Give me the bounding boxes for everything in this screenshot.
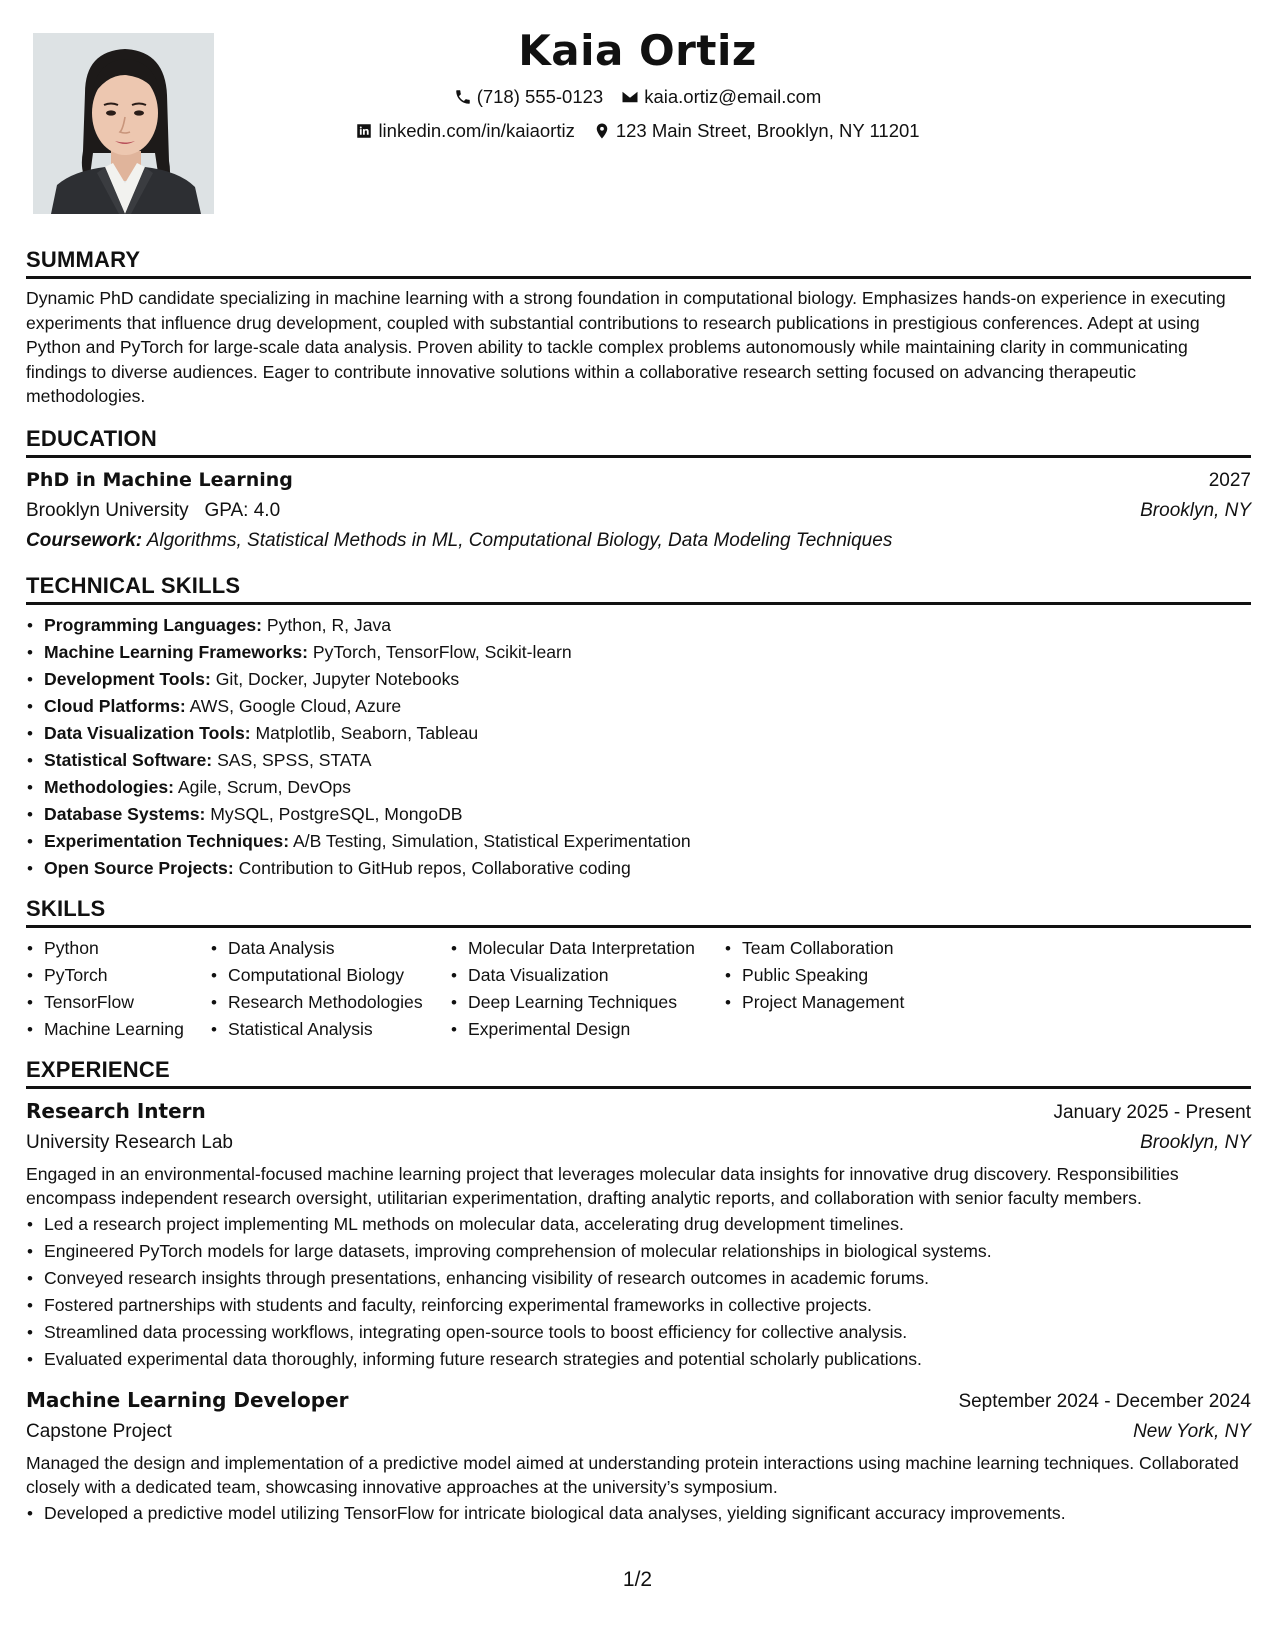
job-organization: University Research Lab — [26, 1131, 233, 1153]
linkedin-text[interactable]: linkedin.com/in/kaiaortiz — [378, 119, 575, 141]
skills-column-list — [26, 935, 210, 1043]
job-description: Managed the design and implementation of a predictive model aimed at understanding protein interactions using machine learning techniques. Collaborated closely with a dedicated team, showcasing innovative approaches at the university’s symposium. — [26, 1452, 1239, 1497]
linkedin-contact[interactable] — [355, 119, 574, 143]
skills-column-list — [450, 935, 724, 1043]
skills-grid — [26, 935, 1251, 1043]
job-title: Machine Learning Developer — [26, 1387, 349, 1412]
technical-skill-item — [26, 666, 1251, 693]
map-pin-icon — [593, 122, 611, 140]
technical-skill-item — [26, 720, 1251, 747]
degree-year: 2027 — [1208, 469, 1251, 491]
technical-skill-value: A/B Testing, Simulation, Statistical Experimentation — [292, 830, 691, 851]
technical-skill-label: Methodologies: — [44, 776, 174, 797]
job-org-row — [26, 1417, 1251, 1447]
skill-item: • TensorFlow — [26, 989, 210, 1016]
section-title-summary: SUMMARY — [26, 247, 141, 272]
experience-entry — [26, 1385, 1251, 1527]
skill-item: • Machine Learning — [26, 1016, 210, 1043]
address-text: 123 Main Street, Brooklyn, NY 11201 — [615, 119, 920, 141]
technical-skill-label: Statistical Software: — [44, 749, 213, 770]
section-divider — [26, 455, 1251, 458]
technical-skill-item — [26, 801, 1251, 828]
email-contact[interactable] — [621, 85, 821, 109]
technical-skills-section — [26, 571, 1251, 882]
technical-skills-list — [26, 612, 1251, 882]
technical-skill-item — [26, 612, 1251, 639]
contact-row-2 — [0, 115, 1275, 146]
skill-item: • Computational Biology — [210, 962, 450, 989]
linkedin-icon — [355, 122, 373, 140]
technical-skill-label: Development Tools: — [44, 668, 211, 689]
section-title-technical-skills: TECHNICAL SKILLS — [26, 572, 241, 598]
experience-list — [26, 1096, 1251, 1527]
page-number: 1/2 — [622, 1568, 653, 1591]
phone-text: (718) 555-0123 — [476, 85, 604, 107]
school-location: Brooklyn, NY — [1140, 499, 1251, 521]
skill-item: • PyTorch — [26, 962, 210, 989]
skill-item: • Data Analysis — [210, 935, 450, 962]
gpa-text: GPA: 4.0 — [204, 499, 281, 521]
job-organization: Capstone Project — [26, 1420, 172, 1442]
technical-skill-label: Database Systems: — [44, 803, 206, 824]
technical-skill-item — [26, 828, 1251, 855]
job-header-row — [26, 1096, 1251, 1128]
job-bullet: • Conveyed research insights through presentations, enhancing visibility of research outcomes in academic forums. — [26, 1265, 1251, 1292]
technical-skill-value: Python, R, Java — [266, 614, 392, 635]
technical-skill-label: Machine Learning Frameworks: — [44, 641, 308, 662]
technical-skill-label: Data Visualization Tools: — [44, 722, 251, 743]
education-school-row — [26, 496, 1251, 526]
education-section — [26, 424, 1251, 556]
experience-entry — [26, 1096, 1251, 1373]
skill-item: • Team Collaboration — [724, 935, 954, 962]
job-bullet: • Led a research project implementing ML methods on molecular data, accelerating drug development timelines. — [26, 1211, 1251, 1238]
contact-row-1 — [0, 81, 1275, 112]
phone-icon — [454, 88, 472, 106]
experience-section — [26, 1055, 1251, 1527]
skills-section — [26, 894, 1251, 1043]
section-divider — [26, 602, 1251, 605]
skill-item: • Project Management — [724, 989, 954, 1016]
skill-item: • Python — [26, 935, 210, 962]
phone-contact — [454, 85, 604, 109]
address-contact — [593, 119, 920, 143]
technical-skill-item — [26, 639, 1251, 666]
job-bullet: • Engineered PyTorch models for large datasets, improving comprehension of molecular relationships in biological systems. — [26, 1238, 1251, 1265]
technical-skill-label: Cloud Platforms: — [44, 695, 186, 716]
skills-column — [724, 935, 954, 1043]
skill-item: • Data Visualization — [450, 962, 724, 989]
skill-item: • Molecular Data Interpretation — [450, 935, 724, 962]
summary-section — [26, 245, 1251, 409]
technical-skill-value: Matplotlib, Seaborn, Tableau — [255, 722, 479, 743]
skills-column-list — [210, 935, 450, 1043]
technical-skill-item — [26, 693, 1251, 720]
email-text[interactable]: kaia.ortiz@email.com — [644, 85, 822, 107]
envelope-icon — [621, 88, 639, 106]
section-title-skills: SKILLS — [26, 895, 106, 921]
section-divider — [26, 925, 1251, 928]
section-title-education: EDUCATION — [26, 425, 157, 451]
skill-item: • Statistical Analysis — [210, 1016, 450, 1043]
job-dates: January 2025 - Present — [1053, 1101, 1251, 1123]
technical-skill-value: Git, Docker, Jupyter Notebooks — [215, 668, 460, 689]
coursework-line — [26, 526, 1251, 556]
candidate-name: Kaia Ortiz — [518, 26, 757, 75]
technical-skill-value: Agile, Scrum, DevOps — [177, 776, 351, 797]
job-title: Research Intern — [26, 1098, 206, 1123]
technical-skill-value: Contribution to GitHub repos, Collaborative coding — [238, 857, 631, 878]
job-bullets — [26, 1211, 1251, 1373]
technical-skill-item — [26, 774, 1251, 801]
resume-body — [26, 245, 1251, 1527]
resume-header — [0, 24, 1275, 146]
technical-skill-label: Open Source Projects: — [44, 857, 234, 878]
job-dates: September 2024 - December 2024 — [958, 1390, 1251, 1412]
technical-skill-value: AWS, Google Cloud, Azure — [189, 695, 402, 716]
coursework-text: Algorithms, Statistical Methods in ML, Computational Biology, Data Modeling Techniques — [146, 529, 893, 551]
skill-item: • Public Speaking — [724, 962, 954, 989]
technical-skill-value: PyTorch, TensorFlow, Scikit-learn — [312, 641, 572, 662]
job-org-row — [26, 1128, 1251, 1158]
skill-item: • Deep Learning Techniques — [450, 989, 724, 1016]
school-line — [26, 496, 280, 526]
skills-column-list — [724, 935, 954, 1016]
job-bullet: • Fostered partnerships with students and faculty, reinforcing experimental frameworks in collective projects. — [26, 1292, 1251, 1319]
skill-item: • Experimental Design — [450, 1016, 724, 1043]
summary-text: Dynamic PhD candidate specializing in machine learning with a strong foundation in computational biology. Emphasizes hands-on experience in executing experiments that influence drug development, coupled with substantial contributions to research publications in prestigious conferences. Adept at using Python and PyTorch for large-scale data analysis. Proven ability to tackle complex problems autonomously while maintaining clarity in communicating findings to diverse audiences. Eager to contribute innovative solutions within a collaborative research setting focused on advancing therapeutic methodologies. — [26, 288, 1226, 406]
technical-skill-value: SAS, SPSS, STATA — [217, 749, 372, 770]
technical-skill-label: Experimentation Techniques: — [44, 830, 290, 851]
section-title-experience: EXPERIENCE — [26, 1056, 170, 1082]
job-description: Engaged in an environmental-focused machine learning project that leverages molecular data insights for innovative drug discovery. Responsibilities encompass independent research oversight, utilitarian experimentation, drafting analytic reports, and collaboration with senior faculty members. — [26, 1163, 1179, 1208]
technical-skill-value: MySQL, PostgreSQL, MongoDB — [210, 803, 463, 824]
job-bullet: • Evaluated experimental data thoroughly, informing future research strategies and potential scholarly publications. — [26, 1346, 1251, 1373]
job-location: Brooklyn, NY — [1140, 1131, 1251, 1153]
technical-skill-item — [26, 747, 1251, 774]
section-divider — [26, 1086, 1251, 1089]
coursework-label: Coursework: — [26, 529, 143, 551]
education-header-row — [26, 465, 1251, 496]
section-divider — [26, 276, 1251, 279]
job-bullet: • Streamlined data processing workflows, integrating open-source tools to boost efficiency for collective analysis. — [26, 1319, 1251, 1346]
job-bullet: • Developed a predictive model utilizing TensorFlow for intricate biological data analyses, yielding significant accuracy improvements. — [26, 1500, 1251, 1527]
technical-skill-label: Programming Languages: — [44, 614, 262, 635]
job-header-row — [26, 1385, 1251, 1417]
skills-column — [26, 935, 210, 1043]
skill-item: • Research Methodologies — [210, 989, 450, 1016]
degree-title: PhD in Machine Learning — [26, 468, 293, 491]
job-location: New York, NY — [1133, 1420, 1251, 1442]
skills-column — [450, 935, 724, 1043]
technical-skill-item — [26, 855, 1251, 882]
school-name: Brooklyn University — [26, 499, 189, 521]
job-bullets — [26, 1500, 1251, 1527]
skills-column — [210, 935, 450, 1043]
